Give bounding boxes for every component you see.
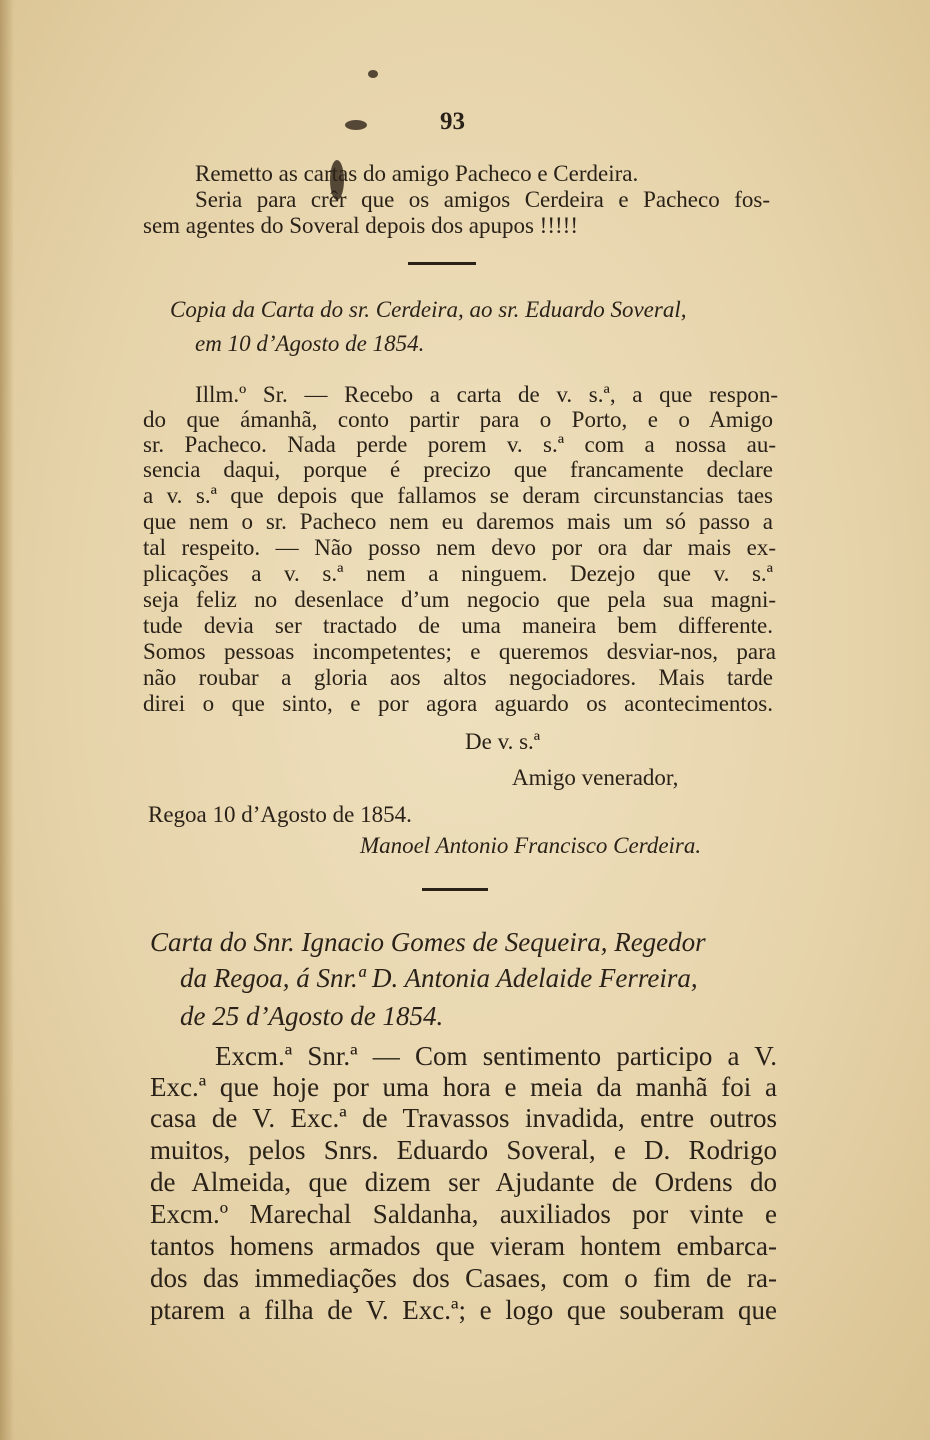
letter-place-date: Regoa 10 d’Agosto de 1854.: [148, 802, 412, 827]
page-edge-shadow: [0, 0, 14, 1440]
section-divider: [408, 262, 476, 265]
letter-closing: Amigo venerador,: [512, 765, 679, 790]
letter-body-line: dos das immediações dos Casaes, com o fim de ra-: [150, 1263, 777, 1293]
letter-heading: de 25 d’Agosto de 1854.: [180, 1001, 444, 1031]
letter-body-line: ptarem a filha de V. Exc.ª; e logo que souberam que: [150, 1295, 777, 1325]
letter-body-line: direi o que sinto, e por agora aguardo os acontecimentos.: [143, 691, 773, 716]
letter-body-line: Exc.ª que hoje por uma hora e meia da manhã foi a: [150, 1072, 777, 1102]
letter-body-line: seja feliz no desenlace d’um negocio que pela sua magni-: [143, 587, 776, 612]
letter-body-line: Somos pessoas incompetentes; e queremos desviar-nos, para: [143, 639, 776, 664]
letter-heading: em 10 d’Agosto de 1854.: [195, 331, 425, 356]
letter-body-line: do que ámanhã, conto partir para o Porto, e o Amigo: [143, 407, 773, 432]
letter-heading: Copia da Carta do sr. Cerdeira, ao sr. Eduardo Soveral,: [170, 297, 687, 322]
letter-signature: Manoel Antonio Francisco Cerdeira.: [360, 833, 702, 858]
ink-smudge: [368, 70, 378, 78]
intro-line: sem agentes do Soveral depois dos apupos !!!!!: [143, 213, 578, 238]
letter-body-line: sencia daqui, porque é precizo que francamente declare: [143, 457, 773, 482]
letter-body-line: tude devia ser tractado de uma maneira bem differente.: [143, 613, 773, 638]
letter-closing: De v. s.ª: [465, 729, 541, 754]
letter-body-line: Illm.º Sr. — Recebo a carta de v. s.ª, a que respon-: [195, 382, 778, 407]
intro-line: Remetto as cartas do amigo Pacheco e Cerdeira.: [195, 161, 639, 186]
page-number: 93: [440, 108, 465, 135]
letter-body-line: casa de V. Exc.ª de Travassos invadida, entre outros: [150, 1103, 777, 1133]
letter-body-line: plicações a v. s.ª nem a ninguem. Dezejo que v. s.ª: [143, 561, 773, 586]
letter-body-line: tantos homens armados que vieram hontem embarca-: [150, 1231, 777, 1261]
letter-body-line: Excm.ª Snr.ª — Com sentimento participo a V.: [215, 1041, 777, 1071]
letter-body-line: tal respeito. — Não posso nem devo por ora dar mais ex-: [143, 535, 776, 560]
section-divider: [422, 888, 488, 891]
letter-body-line: sr. Pacheco. Nada perde porem v. s.ª com a nossa au-: [143, 432, 776, 457]
letter-body-line: Excm.º Marechal Saldanha, auxiliados por vinte e: [150, 1199, 777, 1229]
letter-body-line: muitos, pelos Snrs. Eduardo Soveral, e D. Rodrigo: [150, 1135, 777, 1165]
letter-body-line: de Almeida, que dizem ser Ajudante de Ordens do: [150, 1167, 777, 1197]
letter-heading: da Regoa, á Snr.ª D. Antonia Adelaide Ferreira,: [180, 963, 698, 993]
letter-heading: Carta do Snr. Ignacio Gomes de Sequeira, Regedor: [150, 927, 706, 957]
letter-body-line: a v. s.ª que depois que fallamos se deram circunstancias taes: [143, 483, 773, 508]
intro-line: Seria para crêr que os amigos Cerdeira e Pacheco fos-: [195, 187, 770, 212]
letter-body-line: não roubar a gloria aos altos negociadores. Mais tarde: [143, 665, 773, 690]
ink-smudge: [345, 120, 367, 130]
letter-body-line: que nem o sr. Pacheco nem eu daremos mais um só passo a: [143, 509, 773, 534]
